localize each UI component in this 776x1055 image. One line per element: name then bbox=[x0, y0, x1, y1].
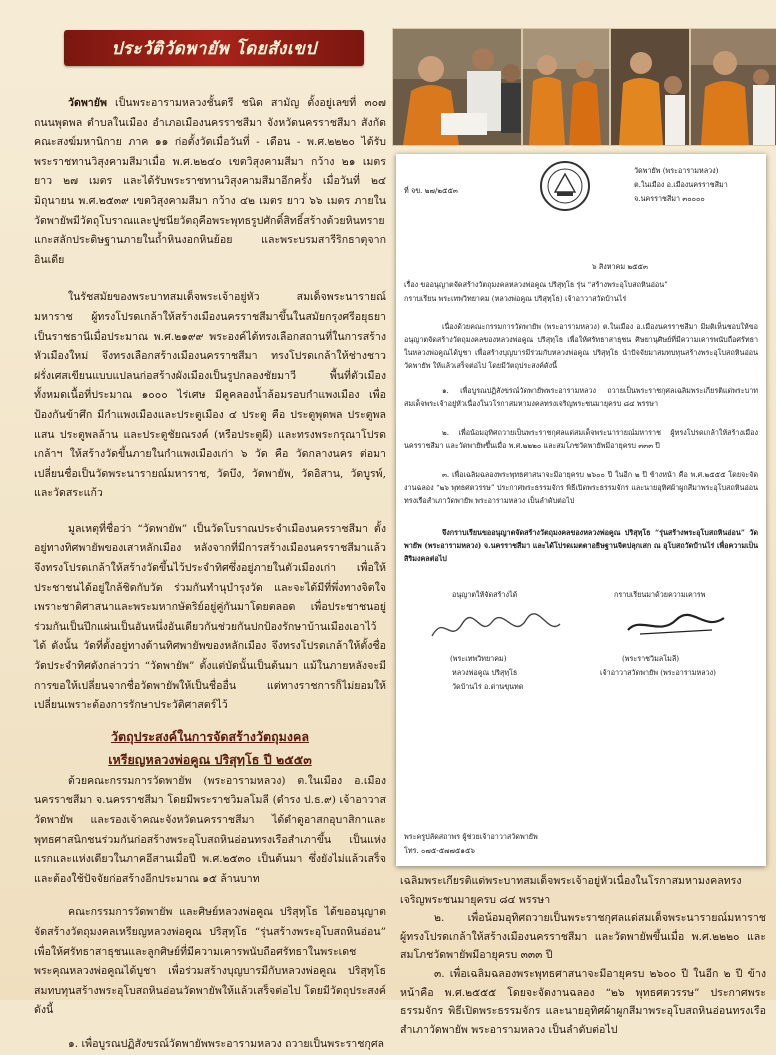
letter-body-intro: เนื่องด้วยคณะกรรมการวัดพายัพ (พระอารามหลวง) ต.ในเมือง อ.เมืองนครราชสีมา มีมติเห็นชอบให้ขออนุญาตจัดสร้างวัตถุมงคลของหลวงพ่อคูณ ปริสุทฺโธ เพื่อให้ศรัทธาสาธุชน ศิษยานุศิษย์ที่มีความเคารพนับถือศรัทธาในหลวงพ่อคูณได้บูชา เพื่อสร้างบุญบารมีร่วมกับหลวงพ่อคูณ ปริสุทฺโธ นำปัจจัยมาสมทบทุนสร้างพระอุโบสถหินอ่อนวัดพายัพ ให้แล้วเสร็จต่อไป โดยมีวัตถุประสงค์ดังนี้ bbox=[404, 322, 758, 370]
continuation-paragraph: เฉลิมพระเกียรติแด่พระบาทสมเด็จพระเจ้าอยู่หัวเนื่องในโรกาสมหามงคลทรงเจริญพระชนมายุครบ ๘๔ พรรษา bbox=[400, 875, 742, 906]
photo-monk-blessing-image bbox=[611, 29, 689, 145]
letter-objective-1: ๑. เพื่อบูรณปฏิสังขรณ์วัดพายัพพระอารามหลวง ถวายเป็นพระราชกุศลเฉลิมพระเกียรติแด่พระบาทสมเด็จพระเจ้าอยู่หัวเนื่องในวโรกาสมหามงคลทรงเจริญพระชนมายุครบ ๘๔ พรรษา bbox=[404, 386, 758, 408]
photo-monk-blessing bbox=[610, 28, 690, 146]
photo-monks-seated-image bbox=[523, 29, 609, 145]
history-paragraph: ในรัชสมัยของพระบาทสมเด็จพระเจ้าอยู่หัว สมเด็จพระนารายณ์มหาราช ผู้ทรงโปรดเกล้าให้สร้างเมืองนครราชสีมาขึ้นในสมัยกรุงศรีอยุธยาเป็นราชธานีเมื่อประมาณ พ.ศ.๒๑๙๙ พระองค์ได้ทรงเลือกสถานที่ในการสร้างหัวเมืองใหม่ จึงทรงเลือกสร้างเมืองนครราชสีมา ทรงโปรดเกล้าให้ช่างชาวฝรั่งเศสเขียนแบบแปลนก่อสร้างผังเมืองเป็นรูปกลองชัยมาวี พื้นที่ตัวเมืองทั้งหมดเนื้อที่ประมาณ ๑๐๐๐ ไร่เศษ มีคูคลองน้ำล้อมรอบกำแพงเมือง เพื่อป้องกันข้าศึก มีกำแพงเมืองและประตูเมือง ๔ ประตู คือ ประตูพุดพล ประตูพลแสน ประตูพลล้าน และประตูชัยณรงค์ (หรือประตูผี) และทรงพระกรุณาโปรดเกล้าฯ ให้สร้างวัดขึ้นภายในกำแพงเมืองเก่า ๖ วัด คือ วัดกลางนคร ต่อมาเปลี่ยนชื่อเป็นวัดพระนารายณ์มหาราช, วัดบึง, วัดพายัพ, วัดอิสาน, วัดบูรพ์, และวัดสระแก้ว bbox=[34, 291, 386, 500]
letter-contact-person: พระครูปลัดสถาพร ผู้ช่วยเจ้าอาวาสวัดพายัพ bbox=[404, 832, 538, 841]
title-banner bbox=[64, 30, 364, 66]
intro-body: เป็นพระอารามหลวงชั้นตรี ชนิด สามัญ ตั้งอยู่เลขที่ ๓๐๗ ถนนพุดพล ตำบลในเมือง อำเภอเมืองนครราชสีมา จังหวัดนครราชสีมา สังกัดคณะสงฆ์มหานิกาย ภาค ๑๑ ก่อตั้งวัดเมื่อวันที่ - เดือน - พ.ศ.๒๒๒๐ ได้รับพระราชทานวิสุงคามสีมาเมื่อ พ.ศ.๒๒๔๐ เขตวิสุงคามสีมา กว้าง ๒๑ เมตร ยาว ๒๗ เมตร และได้รับพระราชทานวิสุงคามสีมาอีกครั้ง เมื่อวันที่ ๒๔ มิถุนายน พ.ศ.๒๕๓๙ เขตวิสุงคามสีมา กว้าง ๔๒ เมตร ยาว ๖๖ เมตร ภายในวัดพายัพมีวัตถุโบราณและปูชนียวัตถุคือพระพุทธรูปศักดิ์สิทธิ์สร้างด้วยหินทรายแกะสลักประดิษฐานภายในถ้ำหินงอกหินย้อย และพระบรมสารีริกธาตุจากอินเดีย bbox=[34, 97, 386, 266]
purpose-heading-1: วัตถุประสงค์ในการจัดสร้างวัตถุมงคล bbox=[110, 728, 310, 744]
objective-3: ๓. เพื่อเฉลิมฉลองพระพุทธศาสนาจะมีอายุครบ ๒๖๐๐ ปี ในอีก ๒ ปี ข้างหน้าคือ พ.ศ.๒๕๕๕ โดยจะจัดงานฉลอง “๒๖ พุทธศตวรรษ” ประกาศพระธรรมจักร พิธีเปิดพระธรรมจักร และนายอุทิศผ้าผูกสีมาพระอุโบสถหินอ่อนทรงเรือสำเภาวัดพายัพ พระอารามหลวง เป็นลำดับต่อไป bbox=[400, 967, 766, 1036]
letter-respect-label: กราบเรียนมาด้วยความเคารพ bbox=[614, 590, 706, 599]
letter-request: จึงกราบเรียนขออนุญาตจัดสร้างวัตถุมงคลของหลวงพ่อคูณ ปริสุทฺโธ “รุ่นสร้างพระอุโบสถหินอ่อน” วัดพายัพ (พระอารามหลวง) จ.นครราชสีมา และได้โปรดเมตตาอธิษฐานจิตปลุกเสก ณ อุโบสถวัดบ้านไร่ เพื่อความเป็นสิริมงคลต่อไป bbox=[404, 528, 758, 563]
intro-lead: วัดพายัพ bbox=[68, 97, 107, 109]
letter-sig2-title: เจ้าอาวาสวัดพายัพ (พระอารามหลวง) bbox=[600, 668, 716, 677]
letter-sig2-name: (พระราชวิมลโมลี) bbox=[622, 654, 680, 663]
left-column bbox=[34, 30, 386, 1055]
letter-doc-no: ที่ จข. ๒๗/๒๕๕๓ bbox=[404, 186, 458, 195]
letter-date: ๖ สิงหาคม ๒๕๕๓ bbox=[592, 262, 648, 271]
name-origin-paragraph: มูลเหตุที่ชื่อว่า “วัดพายัพ” เป็นวัดโบราณประจำเมืองนครราชสีมา ตั้งอยู่ทางทิศพายัพของเสาหลักเมือง หลังจากที่มีการสร้างเมืองนครราชสีมาแล้ว จึงทรงโปรดเกล้าให้สร้างวัดขึ้นไว้ประจำทิศซึ่งอยู่ภายในตัวเมืองเก่า เพื่อให้ประชาชนได้อยู่ใกล้ชิดกับวัด ร่วมกันทำนุบำรุงวัด และจะได้มีที่พึ่งทางจิตใจ เพราะชาติศาสนาและพระมหากษัตริย์อยู่คู่กันมาโดยตลอด เพื่อประชาชนอยู่ร่วมกันเป็นปึกแผ่นเป็นอันหนึ่งอันเดียวกันช่วยกันปกป้องรักษาบ้านเมืองเอาไว้ได้ ดังนั้น วัดที่ตั้งอยู่ทางด้านทิศพายัพของหลักเมือง จึงทรงโปรดเกล้าให้ตั้งชื่อวัดประจำทิศดังกล่าวว่า “วัดพายัพ” ตั้งแต่บัดนั้นเป็นต้นมา แม้ในภายหลังจะมีการขอให้เปลี่ยนจากชื่อวัดพายัพให้เป็นชื่ออื่น แต่ทางราชการก็ไม่ยอมให้เปลี่ยนเพราะต้องการรักษาประวัติศาสตร์ไว้ bbox=[34, 522, 386, 712]
intro-paragraph bbox=[34, 94, 386, 270]
letter-permit-label: อนุญาตให้จัดสร้างได้ bbox=[452, 590, 518, 599]
photo-monk-portrait-image bbox=[691, 29, 776, 145]
official-letter bbox=[396, 154, 766, 866]
letter-objective-2: ๒. เพื่อน้อมอุทิศถวายเป็นพระราชกุศลแด่สมเด็จพระนารายณ์มหาราช ผู้ทรงโปรดเกล้าให้สร้างเมืองนครราชสีมา และวัดพายัพขึ้นเมื่อ พ.ศ.๒๒๒๐ และสมโภชวัดพายัพมีอายุครบ ๓๓๓ ปี bbox=[404, 428, 758, 450]
letter-sig1-name: (พระเทพวิทยาคม) bbox=[450, 654, 507, 663]
temple-seal-icon bbox=[539, 160, 591, 212]
letter-sender-org: วัดพายัพ (พระอารามหลวง) bbox=[634, 166, 719, 175]
photo-strip bbox=[392, 28, 776, 144]
photo-monk-signing-image bbox=[393, 29, 521, 145]
letter-contact-phone: โทร. ๐๗๕-๕๗๗๕๑๕๖ bbox=[404, 846, 475, 855]
page-title: ประวัติวัดพายัพ โดยสังเขป bbox=[111, 38, 317, 59]
signature-abbot-icon bbox=[620, 610, 730, 640]
letter-recipient: กราบเรียน พระเทพวิทยาคม (หลวงพ่อคูณ ปริสุทฺโธ) เจ้าอาวาสวัดบ้านไร่ bbox=[404, 294, 627, 303]
objective-2: ๒. เพื่อน้อมอุทิศถวายเป็นพระราชกุศลแด่สมเด็จพระนารายณ์มหาราช ผู้ทรงโปรดเกล้าให้สร้างเมืองนครราชสีมา และวัดพายัพขึ้นเมื่อ พ.ศ.๒๒๒๐ และสมโภชวัดพายัพมีอายุครบ ๓๓๓ ปี bbox=[400, 912, 766, 962]
photo-monks-seated bbox=[522, 28, 610, 146]
right-continuation bbox=[400, 872, 766, 1039]
photo-monk-signing bbox=[392, 28, 522, 146]
purpose-heading-2: เหรียญหลวงพ่อคูณ ปริสุทฺโธ ปี ๒๕๕๓ bbox=[108, 751, 312, 767]
letter-sender-addr1: ต.ในเมือง อ.เมืองนครราชสีมา bbox=[634, 180, 728, 189]
signature-luang-phor-khun-icon bbox=[426, 610, 566, 646]
objective-1: ๑. เพื่อบูรณปฏิสังขรณ์วัดพายัพพระอารามหลวง ถวายเป็นพระราชกุศล bbox=[68, 1037, 385, 1050]
letter-sig1-title2: วัดบ้านไร่ อ.ด่านขุนทด bbox=[452, 682, 524, 691]
photo-monk-portrait bbox=[690, 28, 776, 146]
letter-subject: เรื่อง ขออนุญาตจัดสร้างวัตถุมงคลหลวงพ่อคูณ ปริสุทฺโธ รุ่น “สร้างพระอุโบสถหินอ่อน” bbox=[404, 280, 668, 289]
letter-sender-addr2: จ.นครราชสีมา ๓๐๐๐๐ bbox=[634, 194, 705, 203]
letter-sig1-title1: หลวงพ่อคูณ ปริสุทฺโธ bbox=[452, 668, 518, 677]
committee-paragraph: ด้วยคณะกรรมการวัดพายัพ (พระอารามหลวง) ต.ในเมือง อ.เมืองนครราชสีมา จ.นครราชสีมา โดยมีพระราชวิมลโมลี (ดำรง ป.ธ.๙) เจ้าอาวาสวัดพายัพ และรองเจ้าคณะจังหวัดนครราชสีมา ได้ดำดูอาสกอุบาสิกาและพุทธศาสนิกชนร่วมกันก่อสร้างพระอุโบสถหินอ่อนทรงเรือสำเภาขึ้น เป็นแห่งแรกและแห่งเดียวในภาคอีสานเมื่อปี พ.ศ.๒๕๓๐ เป็นต้นมา ซึ่งยังไม่แล้วเสร็จ และต้องใช้ปัจจัยก่อสร้างอีกประมาณ ๑๕ ล้านบาท bbox=[34, 774, 386, 885]
letter-objective-3: ๓. เพื่อเฉลิมฉลองพระพุทธศาสนาจะมีอายุครบ ๒๖๐๐ ปี ในอีก ๒ ปี ข้างหน้า คือ พ.ศ.๒๕๕๕ โดยจะจัดงานฉลอง “๒๖ พุทธศตวรรษ” ประกาศพระธรรมจักร พิธีเปิดพระธรรมจักร และนายอุทิศผ้าผูกสีมาพระอุโบสถหินอ่อนทรงเรือสำเภาวัดพายัพ พระอารามหลวง เป็นลำดับต่อไป bbox=[404, 470, 758, 505]
amulet-paragraph: คณะกรรมการวัดพายัพ และศิษย์หลวงพ่อคูณ ปริสุทฺโธ ได้ขออนุญาตจัดสร้างวัตถุมงคลเหรียญหลวงพ่อคูณ ปริสุทฺโธ “รุ่นสร้างพระอุโบสถหินอ่อน” เพื่อให้ศรัทธาสาธุชนและลูกศิษย์ที่มีความเคารพนับถือศรัทธาในพระเดชพระคุณหลวงพ่อคูณได้บูชา เพื่อร่วมสร้างบุญบารมีกับหลวงพ่อคูณ ปริสุทฺโธ สมทบทุนสร้างพระอุโบสถหินอ่อนวัดพายัพให้แล้วเสร็จต่อไป โดยมีวัตถุประสงค์ดังนี้ bbox=[34, 906, 386, 1017]
